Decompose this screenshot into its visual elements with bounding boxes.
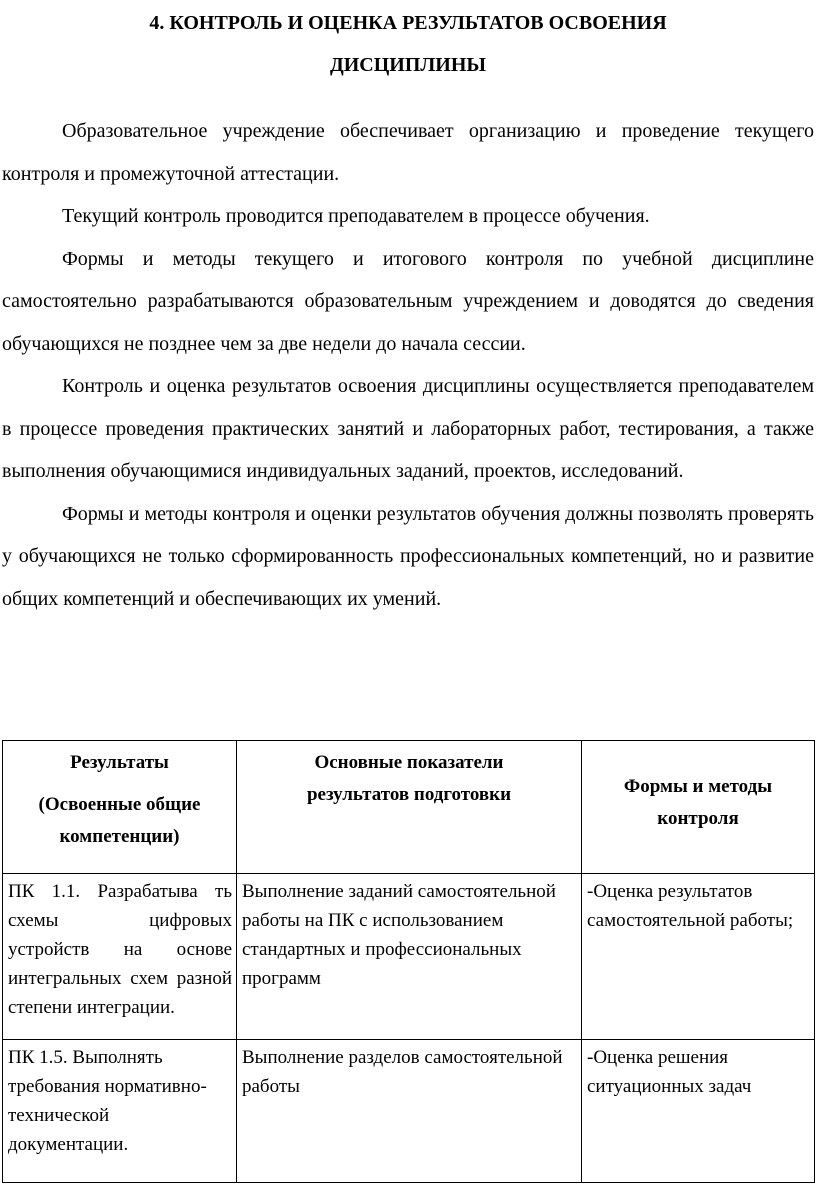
- paragraph: Контроль и оценка результатов освоения дисциплины осуществляется преподавателем в процессе проведения практических занятий и лабораторных работ, тестирования, а также выполнения обучающимися индивидуальных заданий, проектов, исследований.: [2, 375, 814, 482]
- section-heading-line-2: ДИСЦИПЛИНЫ: [329, 54, 487, 76]
- body-text: [2, 110, 814, 620]
- header-forms: [582, 741, 815, 874]
- paragraph: Формы и методы контроля и оценки результатов обучения должны позволять проверять у обучающихся не только сформированность профессиональных компетенций, но и развитие общих компетенций и обеспечивающих их умений.: [2, 502, 814, 610]
- paragraph: Текущий контроль проводится преподавателем в процессе обучения.: [62, 205, 650, 227]
- control-methods-table: [2, 740, 815, 1183]
- table-row: [3, 874, 815, 1040]
- header-forms-line-2: контроля: [657, 808, 739, 829]
- table-header-row: [3, 741, 815, 874]
- table-row: [3, 1040, 815, 1183]
- indicator-cell: Выполнение разделов самостоятельной работы: [237, 1040, 582, 1183]
- competence-cell: ПК 1.1. Разрабатыва ть схемы цифровых устройств на основе интегральных схем разной степени интеграции.: [3, 874, 237, 1040]
- section-heading: [0, 2, 816, 86]
- header-results: [3, 741, 237, 874]
- header-indicators-line-2: результатов подготовки: [306, 784, 512, 805]
- control-form-cell: -Оценка результатов самостоятельной работы;: [582, 874, 815, 1040]
- header-forms-line-1: Формы и методы: [623, 776, 773, 797]
- control-form-cell: -Оценка решения ситуационных задач: [582, 1040, 815, 1183]
- header-results-title: Результаты: [70, 752, 169, 773]
- header-indicators-line-1: Основные показатели: [314, 752, 504, 773]
- paragraph: Формы и методы текущего и итогового контроля по учебной дисциплине самостоятельно разрабатываются образовательным учреждением и доводятся до сведения обучающихся не позднее чем за две недели до начала сессии.: [2, 247, 814, 355]
- header-indicators: [237, 741, 582, 874]
- indicator-cell: Выполнение заданий самостоятельной работы на ПК с использованием стандартных и профессиональных программ: [237, 874, 582, 1040]
- paragraph: Образовательное учреждение обеспечивает организацию и проведение текущего контроля и промежуточной аттестации.: [2, 120, 814, 185]
- section-heading-line-1: 4. КОНТРОЛЬ И ОЦЕНКА РЕЗУЛЬТАТОВ ОСВОЕНИЯ: [149, 12, 667, 34]
- header-results-sub-1: (Освоенные общие: [38, 794, 201, 815]
- header-results-sub-2: компетенции): [59, 826, 180, 847]
- competence-cell: ПК 1.5. Выполнять требования нормативно-технической документации.: [3, 1040, 237, 1183]
